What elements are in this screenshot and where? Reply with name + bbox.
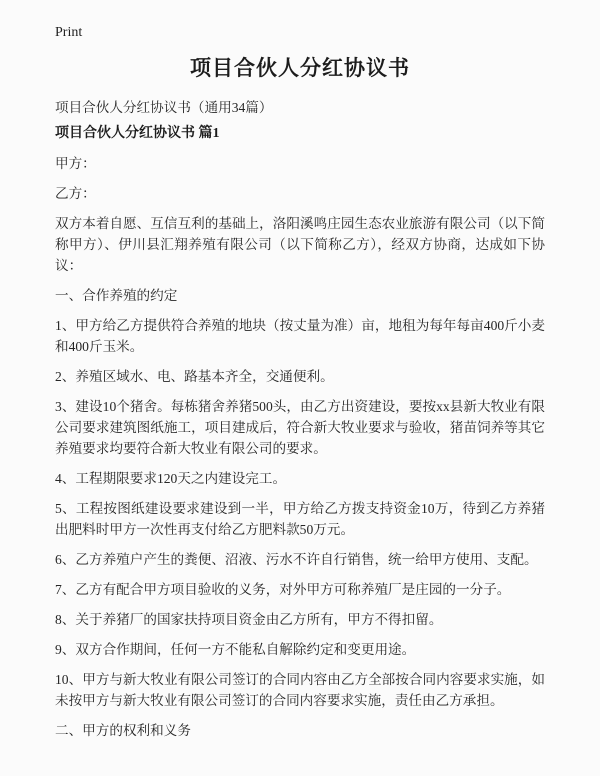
paragraph: 6、乙方养殖户产生的粪便、沼液、污水不许自行销售，统一给甲方使用、支配。: [55, 552, 538, 567]
part-heading: 项目合伙人分红协议书 篇1: [55, 126, 220, 141]
paragraph: 9、双方合作期间，任何一方不能私自解除约定和变更用途。: [55, 642, 416, 657]
paragraph: 8、关于养猪厂的国家扶持项目资金由乙方所有，甲方不得扣留。: [55, 612, 443, 627]
page-title: 项目合伙人分红协议书: [190, 56, 410, 80]
document-subtitle: 项目合伙人分红协议书（通用34篇）: [55, 100, 273, 115]
paragraph: 乙方：: [55, 186, 96, 201]
paragraph-list: [55, 153, 545, 741]
paragraph: 2、养殖区域水、电、路基本齐全，交通便利。: [55, 369, 334, 384]
paragraph: 甲方：: [55, 156, 96, 171]
paragraph: 二、甲方的权利和义务: [55, 723, 191, 738]
paragraph: 10、甲方与新大牧业有限公司签订的合同内容由乙方全部按合同内容要求实施，如未按甲方与新大牧业有限公司签订的合同内容要求实施，责任由乙方承担。: [55, 672, 545, 708]
paragraph: 双方本着自愿、互信互利的基础上，洛阳溪鸣庄园生态农业旅游有限公司（以下简称甲方）、伊川县汇翔养殖有限公司（以下简称乙方），经双方协商，达成如下协议：: [55, 216, 545, 273]
paragraph: 3、建设10个猪舍。每栋猪舍养猪500头，由乙方出资建设，要按xx县新大牧业有限公司要求建筑图纸施工，项目建成后，符合新大牧业要求与验收，猪苗饲养等其它养殖要求均要符合新大牧业有限公司的要求。: [55, 399, 545, 456]
paragraph: 5、工程按图纸建设要求建设到一半，甲方给乙方拨支持资金10万，待到乙方养猪出肥料时甲方一次性再支付给乙方肥料款50万元。: [55, 501, 545, 537]
paragraph: 7、乙方有配合甲方项目验收的义务，对外甲方可称养殖厂是庄园的一分子。: [55, 582, 511, 597]
print-link[interactable]: Print: [55, 25, 83, 40]
paragraph: 一、合作养殖的约定: [55, 288, 178, 303]
paragraph: 4、工程期限要求120天之内建设完工。: [55, 471, 287, 486]
paragraph: 1、甲方给乙方提供符合养殖的地块（按丈量为准）亩，地租为每年每亩400斤小麦和400斤玉米。: [55, 318, 545, 354]
